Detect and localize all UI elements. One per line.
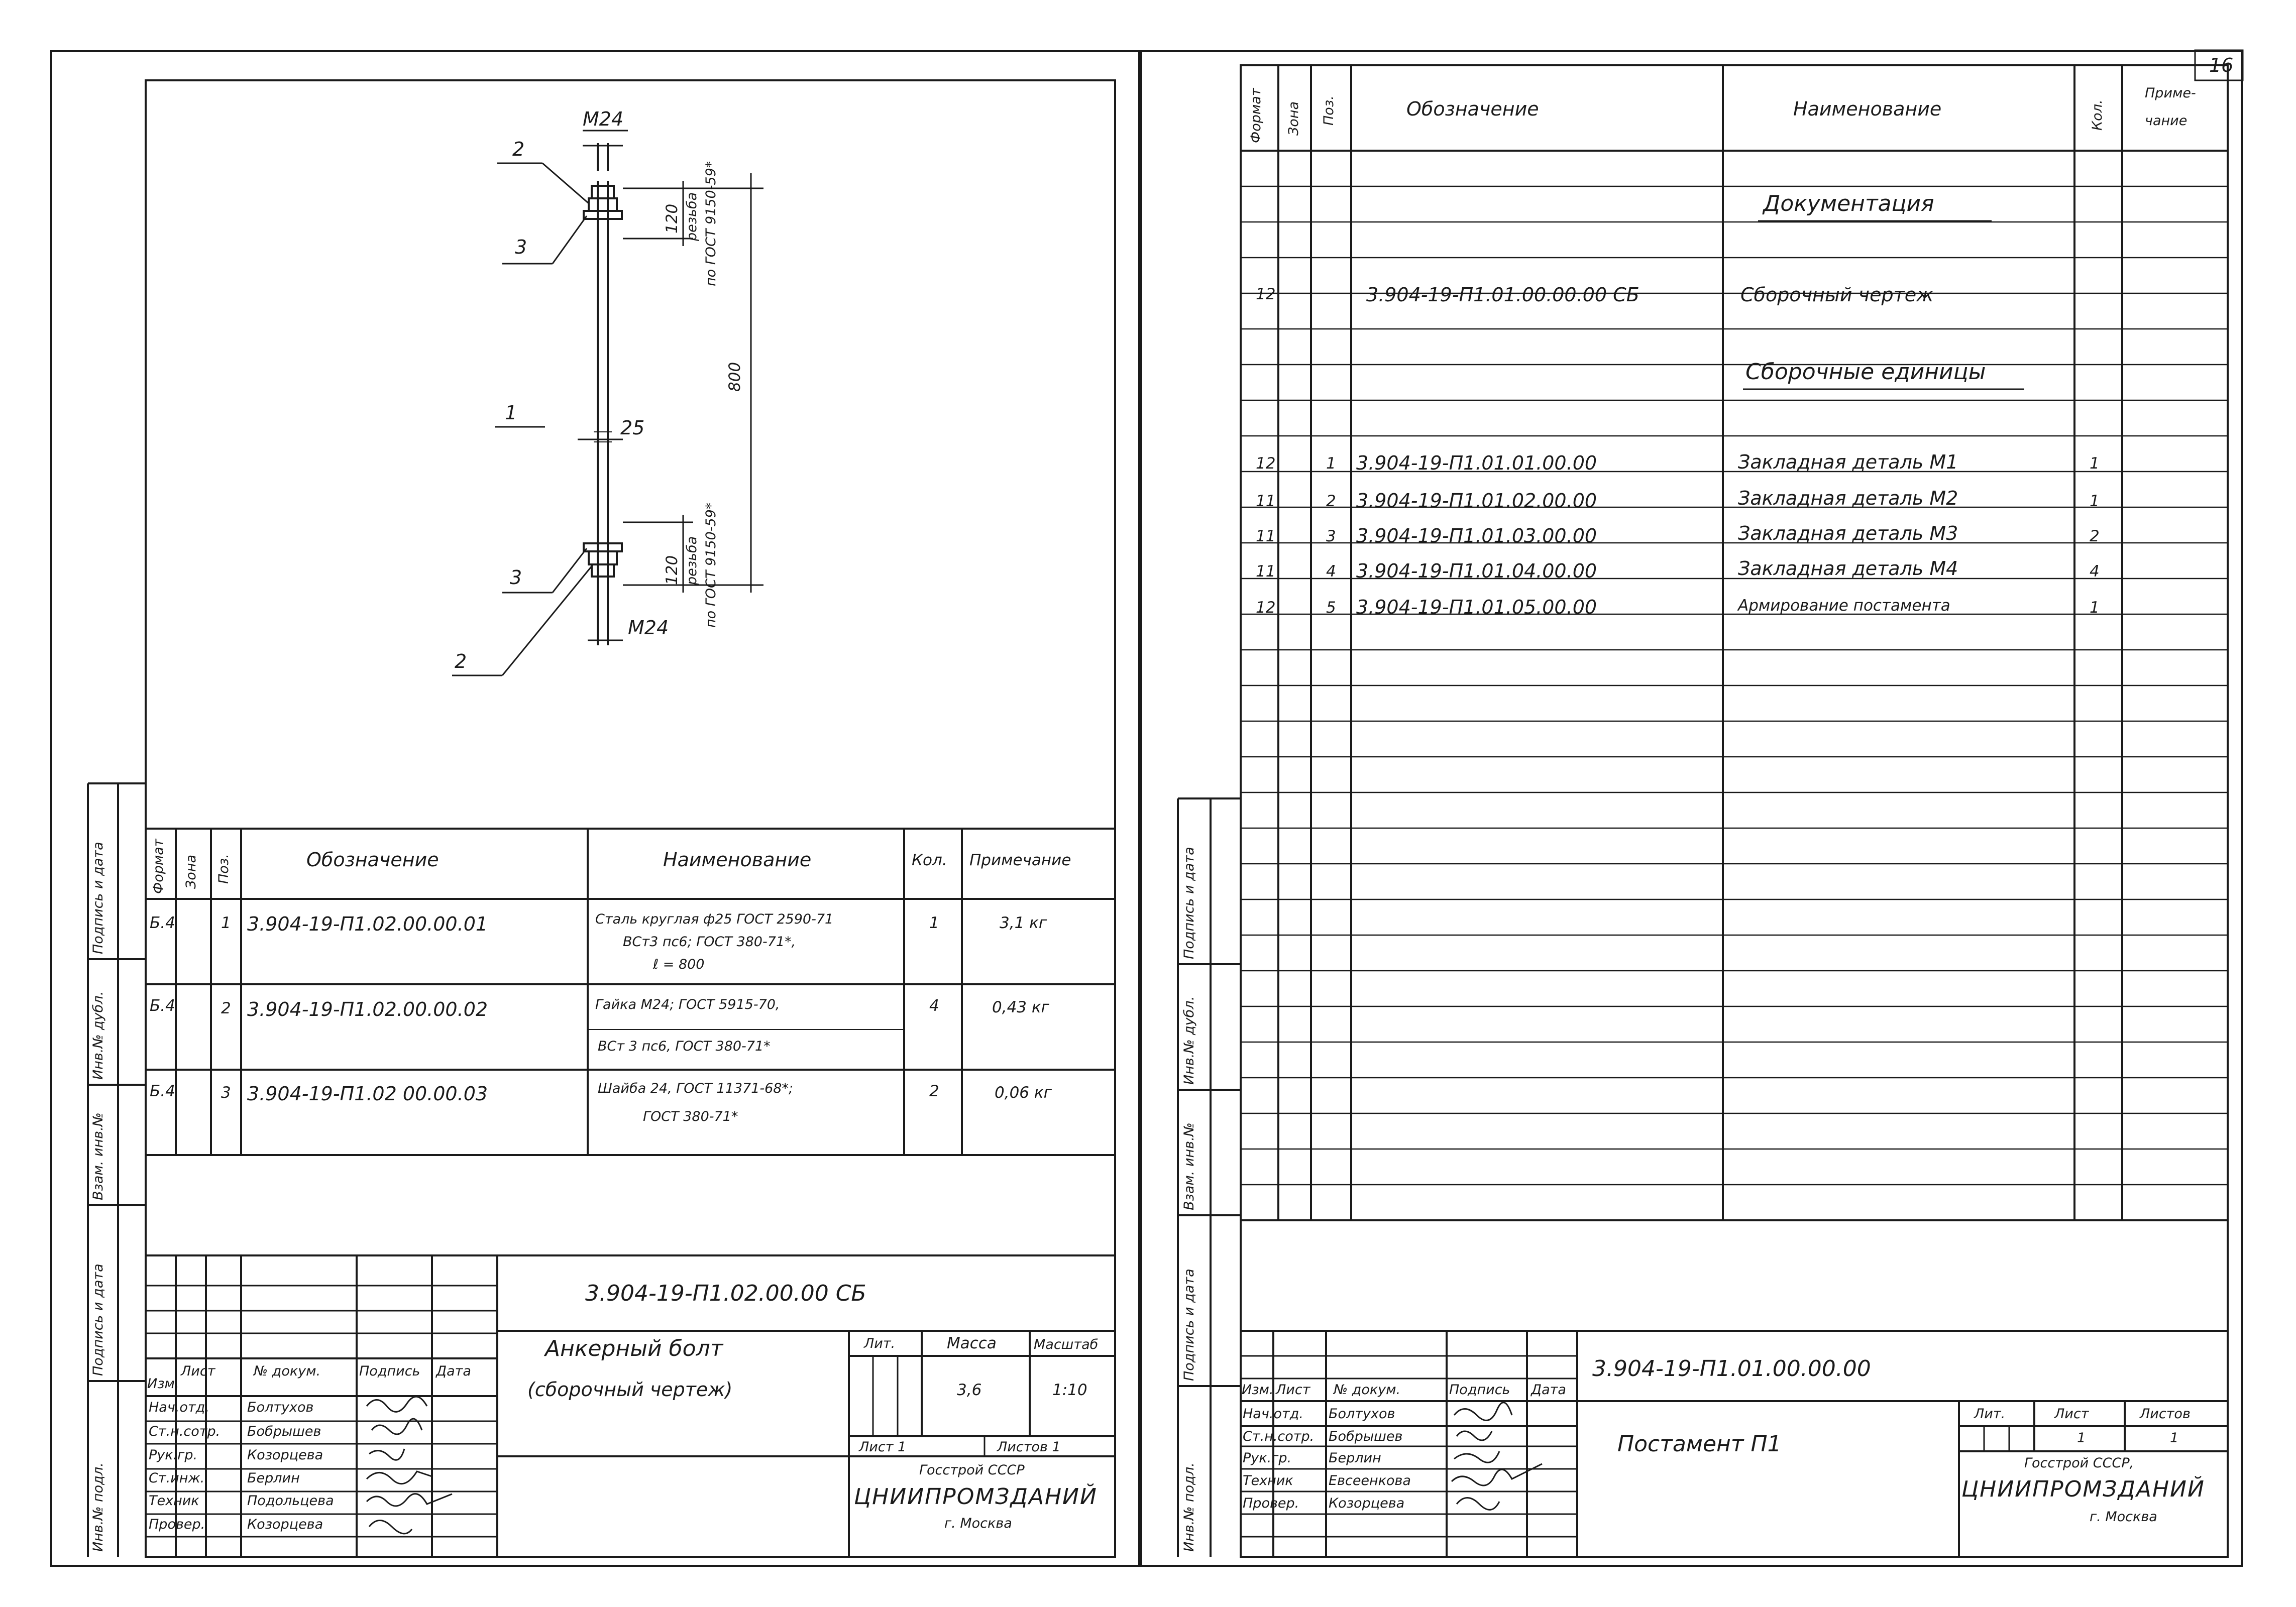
left-margin-orig-inv: Инв.№ подл. (90, 1462, 106, 1552)
left-spec-header-designation: Обозначение (306, 849, 439, 871)
pos-label-2-top: 2 (512, 138, 525, 160)
right-person-1-name: Болтухов (1329, 1406, 1395, 1422)
left-spec-row-2-designation: 3.904-19-П1.02.00.00.02 (247, 998, 488, 1020)
right-margin-orig-inv: Инв.№ подл. (1181, 1462, 1197, 1552)
right-section-assembly-units: Сборочные единицы (1745, 359, 1986, 385)
thread-standard-top: по ГОСТ 9150-59* (703, 161, 719, 286)
right-margin-replace-inv: Взам. инв.№ (1181, 1122, 1197, 1210)
left-spec-row-2-pos: 2 (221, 999, 231, 1017)
left-margin-replace-inv: Взам. инв.№ (90, 1112, 106, 1200)
left-spec-header-note: Примечание (969, 851, 1071, 869)
right-row-1-format: 12 (1256, 454, 1276, 473)
left-person-6-role: Провер. (149, 1517, 205, 1532)
left-spec-row-3-name-2: ГОСТ 380-71* (643, 1109, 738, 1124)
right-doc-row-format: 12 (1256, 285, 1276, 303)
right-row-5-format: 12 (1256, 599, 1276, 617)
pos-label-3-top: 3 (515, 236, 527, 258)
left-spec-row-1-name-2: ВСт3 пс6; ГОСТ 380-71*, (623, 934, 796, 950)
left-person-1-role: Нач.отд. (149, 1400, 209, 1415)
left-mass-value: 3,6 (957, 1381, 982, 1399)
right-row-3-format: 11 (1256, 527, 1276, 545)
m24-bottom-label: M24 (628, 617, 669, 639)
left-person-2-name: Бобрышев (247, 1424, 321, 1439)
left-sheet-label: Лист 1 (859, 1439, 907, 1455)
right-spec-header-pos: Поз. (1321, 95, 1337, 126)
left-spec-header-pos: Поз. (216, 854, 232, 884)
right-person-4-name: Евсеенкова (1329, 1473, 1411, 1488)
left-spec-row-3-format: Б.4 (150, 1082, 175, 1100)
right-row-2-pos: 2 (1326, 492, 1336, 510)
right-row-4-designation: 3.904-19-П1.01.04.00.00 (1356, 560, 1597, 582)
thread-note-top: резьба (684, 192, 700, 241)
thread-length-bottom: 120 (663, 555, 681, 585)
left-spec-row-3-pos: 3 (221, 1084, 231, 1102)
right-person-2-role: Ст.н.сотр. (1243, 1429, 1315, 1444)
left-spec-row-2-name-1: Гайка М24; ГОСТ 5915-70, (595, 997, 780, 1012)
right-col-head-signature: Подпись (1449, 1382, 1510, 1398)
right-person-5-name: Козорцева (1329, 1496, 1405, 1511)
left-spec-row-2-note: 0,43 кг (992, 998, 1049, 1016)
right-row-1-qty: 1 (2090, 454, 2100, 473)
left-spec-row-1-pos: 1 (221, 914, 231, 932)
left-lit-label: Лит. (864, 1336, 896, 1351)
left-spec-row-3-qty: 2 (929, 1082, 939, 1100)
right-doc-row-name: Сборочный чертеж (1740, 284, 1934, 306)
right-row-5-designation: 3.904-19-П1.01.05.00.00 (1356, 596, 1597, 618)
left-mass-label: Масса (947, 1334, 997, 1352)
right-person-3-role: Рук.гр. (1243, 1450, 1292, 1466)
left-title-name-1: Анкерный болт (545, 1336, 723, 1361)
left-col-head-date: Дата (436, 1363, 471, 1379)
right-spec-header-qty: Кол. (2090, 99, 2105, 131)
right-person-5-role: Провер. (1243, 1496, 1299, 1511)
left-spec-row-2-name-2: ВСт 3 пс6, ГОСТ 380-71* (598, 1039, 771, 1054)
left-spec-row-1-name-3: ℓ = 800 (653, 957, 705, 972)
right-sheets-value: 1 (2170, 1430, 2179, 1446)
right-person-4-role: Техник (1243, 1473, 1293, 1488)
thread-length-top: 120 (663, 203, 681, 234)
right-margin-signature-date-1: Подпись и дата (1181, 847, 1197, 959)
right-row-2-name: Закладная деталь М2 (1738, 487, 1958, 509)
left-org-1: Госстрой СССР (919, 1462, 1025, 1478)
left-spec-row-1-note: 3,1 кг (1000, 914, 1047, 932)
thread-standard-bottom: по ГОСТ 9150-59* (703, 502, 719, 628)
right-title-code: 3.904-19-П1.01.00.00.00 (1592, 1356, 1871, 1382)
right-col-head-date: Дата (1531, 1382, 1566, 1398)
left-spec-row-1-name-1: Сталь круглая ф25 ГОСТ 2590-71 (595, 911, 834, 927)
right-row-3-pos: 3 (1326, 527, 1336, 545)
right-row-4-pos: 4 (1326, 562, 1336, 581)
right-person-2-name: Бобрышев (1329, 1429, 1403, 1444)
left-person-1-name: Болтухов (247, 1400, 314, 1415)
thread-note-bottom: резьба (684, 536, 700, 585)
left-person-4-name: Берлин (247, 1470, 300, 1486)
left-col-head-change: Изм. (147, 1376, 179, 1392)
right-row-2-designation: 3.904-19-П1.01.02.00.00 (1356, 490, 1597, 512)
right-row-4-qty: 4 (2090, 562, 2100, 581)
left-col-head-signature: Подпись (359, 1363, 420, 1379)
left-person-5-name: Подольцева (247, 1493, 334, 1509)
right-row-5-name: Армирование постамента (1738, 597, 1950, 615)
left-spec-header-name: Наименование (663, 849, 812, 871)
left-spec-row-3-designation: 3.904-19-П1.02 00.00.03 (247, 1083, 488, 1105)
left-title-code: 3.904-19-П1.02.00.00 СБ (585, 1281, 866, 1306)
right-row-2-format: 11 (1256, 492, 1276, 510)
pos-label-3-bottom: 3 (510, 566, 522, 589)
left-spec-row-2-format: Б.4 (150, 997, 175, 1015)
left-org-3: г. Москва (944, 1516, 1012, 1531)
right-spec-header-format: Формат (1248, 88, 1264, 143)
left-spec-row-2-qty: 4 (929, 997, 939, 1015)
left-person-4-role: Ст.инж. (149, 1470, 205, 1486)
right-person-1-role: Нач.отд. (1243, 1406, 1303, 1422)
right-spec-header-name: Наименование (1793, 98, 1942, 120)
right-section-documentation: Документация (1763, 191, 1934, 216)
right-row-2-qty: 1 (2090, 492, 2100, 510)
right-spec-header-note-1: Приме- (2145, 85, 2196, 101)
m24-top-label: M24 (583, 108, 624, 130)
right-row-1-designation: 3.904-19-П1.01.01.00.00 (1356, 452, 1597, 474)
right-row-1-pos: 1 (1326, 454, 1336, 473)
left-spec-header-zone: Зона (183, 854, 199, 889)
right-row-1-name: Закладная деталь М1 (1738, 451, 1958, 473)
left-person-6-name: Козорцева (247, 1517, 323, 1532)
right-org-1: Госстрой СССР, (2024, 1455, 2134, 1471)
right-spec-header-note-2: чание (2145, 113, 2188, 129)
left-spec-row-3-name-1: Шайба 24, ГОСТ 11371-68*; (598, 1081, 794, 1096)
right-sheet-value: 1 (2077, 1430, 2086, 1446)
left-spec-row-1-qty: 1 (929, 914, 939, 932)
dia-25-label: 25 (620, 417, 645, 439)
left-margin-signature-date-2: Подпись и дата (90, 1264, 106, 1376)
right-spec-header-designation: Обозначение (1406, 98, 1539, 120)
pos-label-1: 1 (505, 402, 517, 424)
left-person-5-role: Техник (149, 1493, 199, 1509)
right-margin-dup-inv: Инв.№ дубл. (1181, 996, 1197, 1085)
sheet-number: 16 (2209, 54, 2234, 76)
left-person-3-name: Козорцева (247, 1447, 323, 1463)
right-org-2: ЦНИИПРОМЗДАНИЙ (1961, 1476, 2205, 1502)
left-scale-value: 1:10 (1052, 1381, 1087, 1399)
right-col-head-sheet: Лист (1276, 1382, 1310, 1398)
right-sheets-label: Листов (2140, 1406, 2191, 1422)
right-col-head-doc: № докум. (1334, 1382, 1401, 1398)
right-lit-label: Лит. (1974, 1406, 2006, 1422)
right-org-3: г. Москва (2090, 1509, 2157, 1525)
left-margin-dup-inv: Инв.№ дубл. (90, 991, 106, 1080)
right-row-5-qty: 1 (2090, 599, 2100, 617)
left-scale-label: Масштаб (1034, 1337, 1099, 1352)
right-doc-row-designation: 3.904-19-П1.01.00.00.00 СБ (1366, 284, 1639, 306)
right-sheet-label: Лист (2054, 1406, 2089, 1422)
right-row-5-pos: 5 (1326, 599, 1336, 617)
left-spec-header-qty: Кол. (912, 851, 947, 869)
pos-label-2-bottom: 2 (455, 650, 467, 672)
right-margin-signature-date-2: Подпись и дата (1181, 1269, 1197, 1381)
left-spec-header-format: Формат (151, 839, 166, 894)
left-person-2-role: Ст.н.сотр. (149, 1424, 221, 1439)
left-spec-row-1-format: Б.4 (150, 914, 175, 932)
length-800-label: 800 (726, 362, 744, 392)
right-row-4-format: 11 (1256, 562, 1276, 581)
left-col-head-doc: № докум. (254, 1363, 321, 1379)
left-margin-signature-date-1: Подпись и дата (90, 842, 106, 954)
right-person-3-name: Берлин (1329, 1450, 1381, 1466)
right-row-3-name: Закладная деталь М3 (1738, 522, 1958, 544)
left-org-2: ЦНИИПРОМЗДАНИЙ (854, 1484, 1098, 1510)
right-row-3-designation: 3.904-19-П1.01.03.00.00 (1356, 525, 1597, 547)
left-sheets-label: Листов 1 (997, 1439, 1061, 1455)
right-spec-header-zone: Зона (1286, 101, 1301, 136)
right-row-4-name: Закладная деталь М4 (1738, 557, 1958, 580)
left-spec-row-3-note: 0,06 кг (995, 1084, 1052, 1102)
left-person-3-role: Рук.гр. (149, 1447, 198, 1463)
right-col-head-change: Изм. (1242, 1382, 1274, 1398)
left-spec-row-1-designation: 3.904-19-П1.02.00.00.01 (247, 913, 488, 935)
right-title-name: Постамент П1 (1617, 1431, 1782, 1457)
left-title-name-2: (сборочный чертеж) (527, 1379, 733, 1401)
right-row-3-qty: 2 (2090, 527, 2100, 545)
left-col-head-sheet: Лист (181, 1363, 215, 1379)
